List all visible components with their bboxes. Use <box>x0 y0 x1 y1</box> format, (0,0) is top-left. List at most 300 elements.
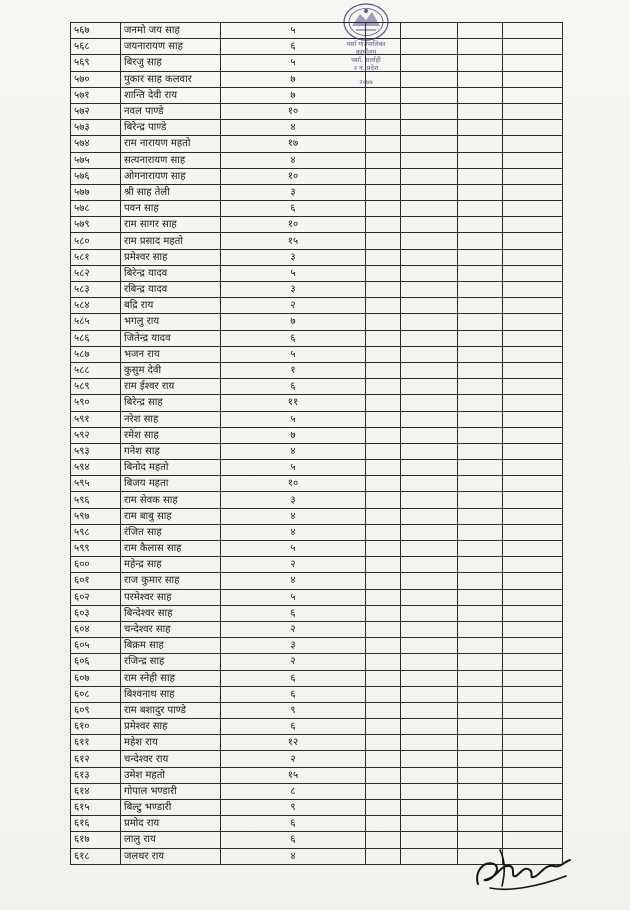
blank-cell <box>366 282 401 298</box>
serial-number-cell: ६१६ <box>71 816 121 832</box>
table-row <box>71 443 563 459</box>
blank-cell <box>503 816 563 832</box>
member-count-cell: ६ <box>221 670 366 686</box>
blank-cell <box>458 201 503 217</box>
serial-number-cell: ६०८ <box>71 686 121 702</box>
blank-cell <box>503 783 563 799</box>
table-row <box>71 136 563 152</box>
blank-cell <box>503 573 563 589</box>
blank-cell <box>458 411 503 427</box>
blank-cell <box>366 476 401 492</box>
blank-cell <box>366 621 401 637</box>
serial-number-cell: ५८७ <box>71 346 121 362</box>
blank-cell <box>458 573 503 589</box>
blank-cell <box>458 395 503 411</box>
member-count-cell: २ <box>221 654 366 670</box>
blank-cell <box>366 816 401 832</box>
serial-number-cell: ६१७ <box>71 832 121 848</box>
blank-cell <box>503 589 563 605</box>
blank-cell <box>503 411 563 427</box>
table-row <box>71 427 563 443</box>
stamp-text-5: २०७७ <box>359 78 373 86</box>
blank-cell <box>503 605 563 621</box>
blank-cell <box>401 120 458 136</box>
name-cell: भजन राय <box>121 346 221 362</box>
name-cell: राम नारायण महतो <box>121 136 221 152</box>
blank-cell <box>366 492 401 508</box>
serial-number-cell: ५८४ <box>71 298 121 314</box>
name-cell: गोपाल भण्डारी <box>121 783 221 799</box>
blank-cell <box>458 476 503 492</box>
table-row <box>71 460 563 476</box>
name-cell: जनमो जय साह <box>121 23 221 39</box>
blank-cell <box>401 443 458 459</box>
blank-cell <box>401 298 458 314</box>
table-row <box>71 524 563 540</box>
serial-number-cell: ५६७ <box>71 23 121 39</box>
serial-number-cell: ५६८ <box>71 39 121 55</box>
table-row <box>71 103 563 119</box>
table-row <box>71 508 563 524</box>
serial-number-cell: ५७२ <box>71 103 121 119</box>
name-cell: प्रमेश्वर साह <box>121 249 221 265</box>
table-row <box>71 39 563 55</box>
blank-cell <box>401 848 458 864</box>
member-count-cell: ६ <box>221 832 366 848</box>
member-count-cell: ६ <box>221 719 366 735</box>
serial-number-cell: ६१० <box>71 719 121 735</box>
blank-cell <box>503 233 563 249</box>
blank-cell <box>503 265 563 281</box>
table-row <box>71 346 563 362</box>
blank-cell <box>366 298 401 314</box>
blank-cell <box>401 136 458 152</box>
blank-cell <box>458 832 503 848</box>
blank-cell <box>366 702 401 718</box>
name-cell: गनेश साह <box>121 443 221 459</box>
name-cell: पुकार साह कलवार <box>121 71 221 87</box>
blank-cell <box>503 767 563 783</box>
blank-cell <box>458 330 503 346</box>
blank-cell <box>401 460 458 476</box>
serial-number-cell: ६०३ <box>71 605 121 621</box>
blank-cell <box>401 23 458 39</box>
serial-number-cell: ६१३ <box>71 767 121 783</box>
blank-cell <box>503 476 563 492</box>
name-cell: बिरजु साह <box>121 55 221 71</box>
table-row <box>71 120 563 136</box>
name-cell: भगलु राय <box>121 314 221 330</box>
blank-cell <box>458 152 503 168</box>
serial-number-cell: ६०१ <box>71 573 121 589</box>
serial-number-cell: ५९७ <box>71 508 121 524</box>
name-cell: परमेश्वर साह <box>121 589 221 605</box>
blank-cell <box>503 249 563 265</box>
blank-cell <box>401 589 458 605</box>
blank-cell <box>458 783 503 799</box>
blank-cell <box>401 379 458 395</box>
blank-cell <box>366 800 401 816</box>
table-row <box>71 735 563 751</box>
member-count-cell: ५ <box>221 265 366 281</box>
member-count-cell: ६ <box>221 605 366 621</box>
blank-cell <box>401 735 458 751</box>
blank-cell <box>458 621 503 637</box>
table-row <box>71 55 563 71</box>
member-count-cell: १७ <box>221 136 366 152</box>
blank-cell <box>458 136 503 152</box>
stamp-text-3: पर्सा, सर्लाही <box>351 56 381 64</box>
table-row <box>71 411 563 427</box>
blank-cell <box>503 136 563 152</box>
table-row <box>71 670 563 686</box>
serial-number-cell: ५८९ <box>71 379 121 395</box>
blank-cell <box>366 249 401 265</box>
table-row <box>71 379 563 395</box>
name-cell: रबिन्द्र यादव <box>121 282 221 298</box>
blank-cell <box>366 557 401 573</box>
serial-number-cell: ५८० <box>71 233 121 249</box>
blank-cell <box>458 379 503 395</box>
blank-cell <box>366 751 401 767</box>
name-cell: प्रमेश्वर साह <box>121 719 221 735</box>
blank-cell <box>366 265 401 281</box>
name-cell: बिल्टु भण्डारी <box>121 800 221 816</box>
blank-cell <box>458 557 503 573</box>
member-count-cell: ५ <box>221 346 366 362</box>
blank-cell <box>503 217 563 233</box>
name-cell: शान्ति देवी राय <box>121 87 221 103</box>
name-cell: बिजय महता <box>121 476 221 492</box>
name-cell: श्री साह तेली <box>121 184 221 200</box>
name-cell: राम बाबु साह <box>121 508 221 524</box>
member-count-cell: २ <box>221 298 366 314</box>
blank-cell <box>401 346 458 362</box>
serial-number-cell: ६१२ <box>71 751 121 767</box>
blank-cell <box>458 23 503 39</box>
member-count-cell: ११ <box>221 395 366 411</box>
member-count-cell: ५ <box>221 589 366 605</box>
name-cell: प्रमोद राय <box>121 816 221 832</box>
blank-cell <box>366 217 401 233</box>
blank-cell <box>366 654 401 670</box>
name-cell: सत्यनारायण साह <box>121 152 221 168</box>
blank-cell <box>366 395 401 411</box>
blank-cell <box>503 557 563 573</box>
blank-cell <box>366 735 401 751</box>
blank-cell <box>503 168 563 184</box>
blank-cell <box>401 314 458 330</box>
blank-cell <box>458 168 503 184</box>
serial-number-cell: ५७० <box>71 71 121 87</box>
blank-cell <box>503 330 563 346</box>
table-row <box>71 605 563 621</box>
table-row <box>71 654 563 670</box>
blank-cell <box>401 492 458 508</box>
blank-cell <box>366 184 401 200</box>
name-cell: जयनारायण साह <box>121 39 221 55</box>
stamp-text-4: २ नं. प्रदेश <box>353 64 379 72</box>
table-row <box>71 686 563 702</box>
name-cell: राम सेवक साह <box>121 492 221 508</box>
serial-number-cell: ६०६ <box>71 654 121 670</box>
blank-cell <box>458 298 503 314</box>
name-cell: बिरेन्द्र साह <box>121 395 221 411</box>
blank-cell <box>401 217 458 233</box>
serial-number-cell: ५८२ <box>71 265 121 281</box>
table-row <box>71 265 563 281</box>
name-cell: रमेश साह <box>121 427 221 443</box>
serial-number-cell: ५७१ <box>71 87 121 103</box>
serial-number-cell: ५९३ <box>71 443 121 459</box>
stamp-text-2: कार्यालय <box>355 48 377 56</box>
blank-cell <box>458 346 503 362</box>
blank-cell <box>458 654 503 670</box>
blank-cell <box>401 330 458 346</box>
name-cell: बिन्देश्वर साह <box>121 605 221 621</box>
member-count-cell: १० <box>221 103 366 119</box>
blank-cell <box>458 508 503 524</box>
blank-cell <box>401 686 458 702</box>
blank-cell <box>503 152 563 168</box>
name-cell: चन्देश्वर राय <box>121 751 221 767</box>
member-count-cell: १५ <box>221 767 366 783</box>
blank-cell <box>366 103 401 119</box>
blank-cell <box>401 654 458 670</box>
member-count-cell: ४ <box>221 152 366 168</box>
blank-cell <box>503 751 563 767</box>
blank-cell <box>401 411 458 427</box>
member-count-cell: ४ <box>221 573 366 589</box>
serial-number-cell: ५८६ <box>71 330 121 346</box>
member-count-cell: ६ <box>221 816 366 832</box>
blank-cell <box>401 702 458 718</box>
blank-cell <box>503 184 563 200</box>
blank-cell <box>366 443 401 459</box>
blank-cell <box>366 832 401 848</box>
blank-cell <box>503 282 563 298</box>
blank-cell <box>401 362 458 378</box>
member-count-cell: ४ <box>221 443 366 459</box>
blank-cell <box>366 233 401 249</box>
blank-cell <box>458 719 503 735</box>
blank-cell <box>458 800 503 816</box>
name-cell: कुसुम देवी <box>121 362 221 378</box>
member-count-cell: ९ <box>221 800 366 816</box>
blank-cell <box>401 767 458 783</box>
blank-cell <box>503 298 563 314</box>
blank-cell <box>458 848 503 864</box>
member-count-cell: ५ <box>221 541 366 557</box>
blank-cell <box>503 621 563 637</box>
blank-cell <box>366 346 401 362</box>
blank-cell <box>401 573 458 589</box>
table-row <box>71 557 563 573</box>
blank-cell <box>366 638 401 654</box>
blank-cell <box>503 23 563 39</box>
serial-number-cell: ५७४ <box>71 136 121 152</box>
serial-number-cell: ५८३ <box>71 282 121 298</box>
serial-number-cell: ५७८ <box>71 201 121 217</box>
blank-cell <box>503 702 563 718</box>
serial-number-cell: ६११ <box>71 735 121 751</box>
blank-cell <box>366 55 401 71</box>
blank-cell <box>458 282 503 298</box>
serial-number-cell: ५८१ <box>71 249 121 265</box>
blank-cell <box>458 589 503 605</box>
serial-number-cell: ५७५ <box>71 152 121 168</box>
table-row <box>71 282 563 298</box>
table-row <box>71 621 563 637</box>
blank-cell <box>401 816 458 832</box>
blank-cell <box>503 524 563 540</box>
name-cell: राज कुमार साह <box>121 573 221 589</box>
member-count-cell: ३ <box>221 638 366 654</box>
member-count-cell: ६ <box>221 686 366 702</box>
blank-cell <box>458 686 503 702</box>
serial-number-cell: ६०० <box>71 557 121 573</box>
blank-cell <box>503 719 563 735</box>
member-count-cell: १० <box>221 217 366 233</box>
member-count-cell: १० <box>221 476 366 492</box>
serial-number-cell: ५९४ <box>71 460 121 476</box>
blank-cell <box>366 783 401 799</box>
serial-number-cell: ६१४ <box>71 783 121 799</box>
blank-cell <box>503 654 563 670</box>
name-cell: पवन साह <box>121 201 221 217</box>
member-count-cell: ५ <box>221 411 366 427</box>
blank-cell <box>458 265 503 281</box>
name-cell: जितेन्द्र यादव <box>121 330 221 346</box>
blank-cell <box>366 136 401 152</box>
table-row <box>71 848 563 864</box>
blank-cell <box>366 201 401 217</box>
blank-cell <box>401 71 458 87</box>
member-count-cell: ७ <box>221 314 366 330</box>
blank-cell <box>366 314 401 330</box>
name-cell: रंजित साह <box>121 524 221 540</box>
blank-cell <box>366 508 401 524</box>
blank-cell <box>401 800 458 816</box>
blank-cell <box>458 443 503 459</box>
name-cell: बिश्वनाथ साह <box>121 686 221 702</box>
table-row <box>71 71 563 87</box>
table-row <box>71 751 563 767</box>
household-register-table <box>70 22 563 865</box>
blank-cell <box>401 87 458 103</box>
table-row <box>71 541 563 557</box>
member-count-cell: १२ <box>221 735 366 751</box>
serial-number-cell: ५७९ <box>71 217 121 233</box>
blank-cell <box>458 103 503 119</box>
blank-cell <box>366 589 401 605</box>
blank-cell <box>401 719 458 735</box>
name-cell: राम बशादुर पाण्डे <box>121 702 221 718</box>
blank-cell <box>458 71 503 87</box>
serial-number-cell: ६०७ <box>71 670 121 686</box>
serial-number-cell: ५९६ <box>71 492 121 508</box>
table-row <box>71 168 563 184</box>
table-row <box>71 152 563 168</box>
blank-cell <box>366 87 401 103</box>
blank-cell <box>458 767 503 783</box>
serial-number-cell: ५९९ <box>71 541 121 557</box>
stamp-text-1: पर्सा गाउँपालिका <box>346 40 386 48</box>
blank-cell <box>458 427 503 443</box>
table-row <box>71 201 563 217</box>
blank-cell <box>401 55 458 71</box>
member-count-cell: ३ <box>221 492 366 508</box>
table-row <box>71 249 563 265</box>
blank-cell <box>458 541 503 557</box>
blank-cell <box>366 152 401 168</box>
blank-cell <box>401 638 458 654</box>
member-count-cell: ७ <box>221 87 366 103</box>
serial-number-cell: ६०९ <box>71 702 121 718</box>
table-row <box>71 314 563 330</box>
member-count-cell: ५ <box>221 23 366 39</box>
blank-cell <box>366 767 401 783</box>
blank-cell <box>401 152 458 168</box>
table-row <box>71 395 563 411</box>
blank-cell <box>503 541 563 557</box>
blank-cell <box>458 702 503 718</box>
blank-cell <box>503 314 563 330</box>
name-cell: बिरेन्द्र यादव <box>121 265 221 281</box>
blank-cell <box>503 87 563 103</box>
blank-cell <box>366 605 401 621</box>
name-cell: ओगनारायण साह <box>121 168 221 184</box>
table-row <box>71 476 563 492</box>
blank-cell <box>458 39 503 55</box>
register-body <box>71 23 563 865</box>
serial-number-cell: ६१५ <box>71 800 121 816</box>
member-count-cell: ४ <box>221 524 366 540</box>
table-row <box>71 589 563 605</box>
blank-cell <box>503 832 563 848</box>
blank-cell <box>366 120 401 136</box>
blank-cell <box>401 282 458 298</box>
blank-cell <box>458 492 503 508</box>
table-row <box>71 87 563 103</box>
member-count-cell: २ <box>221 621 366 637</box>
blank-cell <box>366 686 401 702</box>
blank-cell <box>366 427 401 443</box>
blank-cell <box>458 217 503 233</box>
member-count-cell: २ <box>221 557 366 573</box>
member-count-cell: ६ <box>221 330 366 346</box>
blank-cell <box>503 848 563 864</box>
member-count-cell: ३ <box>221 282 366 298</box>
name-cell: राम सागर साह <box>121 217 221 233</box>
table-row <box>71 719 563 735</box>
blank-cell <box>401 168 458 184</box>
blank-cell <box>458 605 503 621</box>
table-row <box>71 23 563 39</box>
blank-cell <box>503 638 563 654</box>
serial-number-cell: ६१८ <box>71 848 121 864</box>
blank-cell <box>401 783 458 799</box>
blank-cell <box>503 71 563 87</box>
serial-number-cell: ६०४ <box>71 621 121 637</box>
blank-cell <box>366 719 401 735</box>
name-cell: राम स्नेही साह <box>121 670 221 686</box>
member-count-cell: ६ <box>221 39 366 55</box>
serial-number-cell: ५७३ <box>71 120 121 136</box>
name-cell: राम प्रसाद महतो <box>121 233 221 249</box>
blank-cell <box>458 233 503 249</box>
blank-cell <box>503 800 563 816</box>
